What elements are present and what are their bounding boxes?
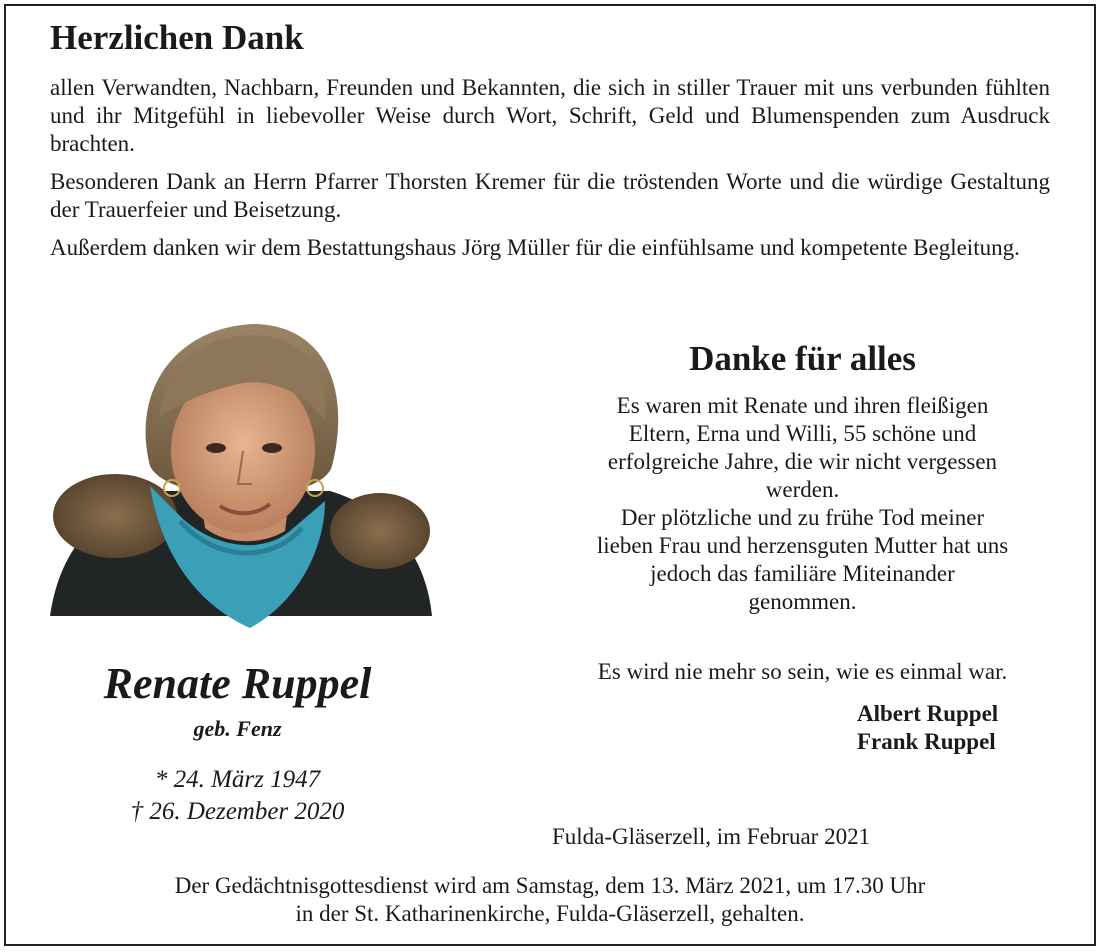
signer-name: Albert Ruppel (857, 701, 999, 726)
memorial-service-notice (50, 872, 1050, 928)
tribute-line: Es waren mit Renate und ihren fleißigen (616, 393, 989, 418)
tribute-line: Der plötzliche und zu frühe Tod meiner (620, 505, 985, 530)
tribute-line: Eltern, Erna und Willi, 55 schöne und (628, 421, 977, 446)
life-dates (50, 764, 425, 828)
service-line-1: Der Gedächtnisgottesdienst wird am Samstag, dem 13. März 2021, um 17.30 Uhr (174, 873, 926, 898)
signer-name: Frank Ruppel (857, 729, 996, 754)
tribute-text (555, 392, 1050, 616)
service-line-2: in der St. Katharinenkirche, Fulda-Gläserzell, gehalten. (295, 901, 805, 926)
thanks-paragraph-1: allen Verwandten, Nachbarn, Freunden und Bekannten, die sich in stiller Trauer mit uns verbunden fühlten und ihr Mitgefühl in liebevoller Weise durch Wort, Schrift, Geld und Blumenspenden zum Ausdruck brachten. (50, 75, 1050, 156)
tribute-line: genommen. (748, 589, 857, 614)
place-date: Fulda-Gläserzell, im Februar 2021 (552, 824, 871, 849)
page-title: Herzlichen Dank (50, 18, 304, 57)
tribute-line: erfolgreiche Jahre, die wir nicht vergessen (607, 449, 998, 474)
death-date: † 26. Dezember 2020 (130, 798, 345, 825)
maiden-name: geb. Fenz (193, 716, 282, 741)
tribute-line: lieben Frau und herzensguten Mutter hat uns (596, 533, 1009, 558)
tribute-line: werden. (765, 477, 840, 502)
birth-date: * 24. März 1947 (154, 766, 321, 793)
tribute-title: Danke für alles (689, 339, 916, 378)
deceased-name: Renate Ruppel (103, 659, 372, 708)
closing-line: Es wird nie mehr so sein, wie es einmal war. (597, 659, 1008, 684)
thanks-paragraph-2: Besonderen Dank an Herrn Pfarrer Thorsten Kremer für die tröstenden Worte und die würdige Gestaltung der Trauerfeier und Beisetzung. (50, 169, 1050, 222)
portrait-photo (40, 316, 440, 638)
thanks-paragraph-3: Außerdem danken wir dem Bestattungshaus Jörg Müller für die einfühlsame und kompetente Begleitung. (50, 235, 1020, 260)
tribute-line: jedoch das familiäre Miteinander (650, 561, 955, 586)
signers (857, 700, 998, 756)
